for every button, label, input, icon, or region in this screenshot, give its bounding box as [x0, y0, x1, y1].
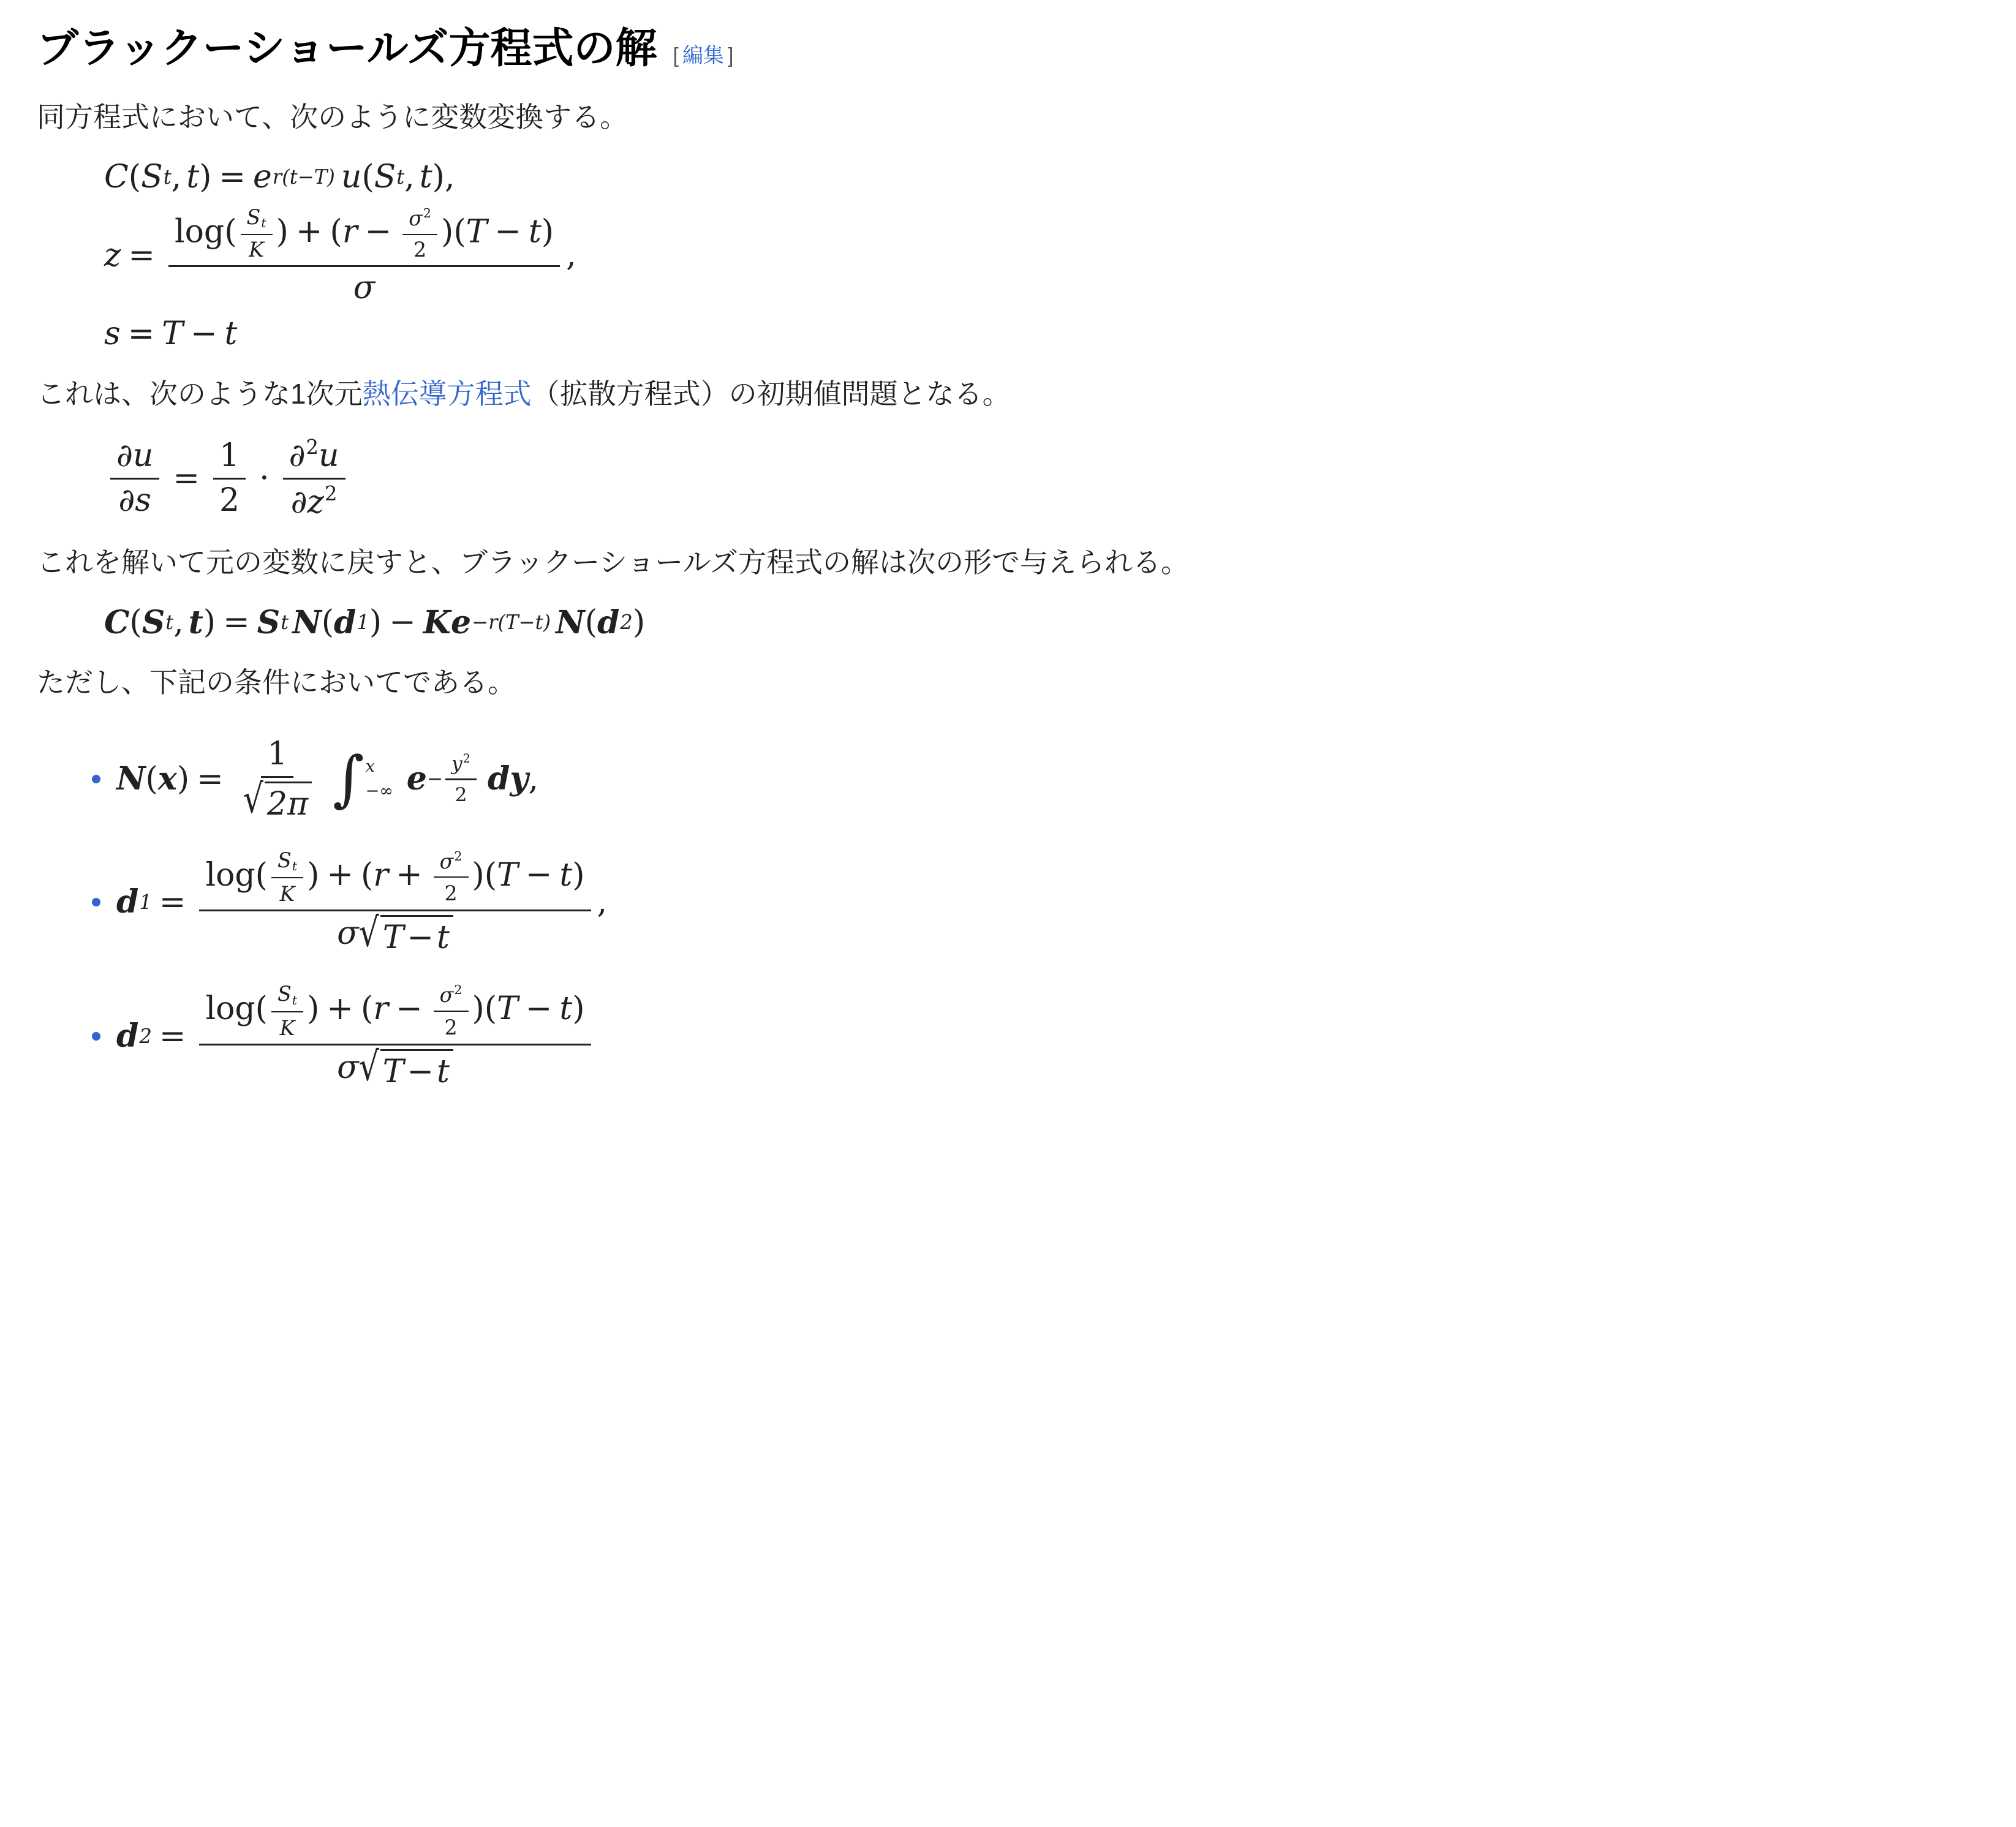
m-integral-limits: [364, 757, 393, 800]
m-d1-den-sigma: σ: [337, 915, 359, 952]
m-d1-r: r: [373, 856, 389, 894]
m-d2-fraction: [199, 982, 591, 1090]
m-s-equals: =: [127, 315, 155, 352]
m-integral-lower: −∞: [365, 781, 393, 800]
m-d1-open2: (: [360, 856, 374, 894]
math-N-definition: [116, 736, 1979, 823]
m-d2-close3: ): [572, 990, 585, 1028]
m-sol-t: t: [188, 604, 203, 642]
m-sol-d2-open: (: [584, 604, 597, 641]
m-d1-denominator: [331, 911, 459, 956]
m-partial: ∂: [289, 437, 306, 475]
list-item: [92, 848, 1979, 957]
m-N-e: e: [406, 760, 427, 798]
math-solution-block: [37, 605, 1979, 640]
m-d2-open2: (: [360, 990, 374, 1028]
integral-sign-icon: ∫: [333, 744, 364, 815]
m-dz-sup: 2: [324, 481, 338, 505]
m-half-den: 2: [219, 481, 240, 519]
m-close2: )(: [441, 213, 466, 251]
m-N-trailing-comma: ,: [528, 760, 539, 797]
m-C: C: [104, 159, 129, 196]
m-sqrt-radicand: 2π: [265, 782, 312, 823]
m-sol-d1-close: ): [369, 604, 382, 641]
m-SK-S-sub: t: [261, 216, 266, 231]
m-d1-radicand: [380, 915, 453, 956]
m-r: r: [342, 213, 358, 251]
m-N-exp-num: [445, 752, 477, 780]
m-sol-d2: d: [597, 604, 620, 642]
m-N-frac-num: 1: [261, 736, 293, 778]
m-sol-equals: =: [223, 604, 250, 641]
m-N-close: ): [176, 760, 190, 797]
m-z-fraction: [168, 206, 560, 306]
m-t: t: [186, 159, 200, 196]
m-s-t: t: [224, 315, 238, 352]
m-sol-d1-open: (: [321, 604, 334, 641]
m-S: S: [141, 159, 163, 196]
m-sigma-num: [402, 206, 437, 235]
m-u-comma: ,: [404, 159, 415, 196]
m-d2-S-sub: t: [292, 993, 298, 1008]
m-du-ds-fraction: [110, 439, 159, 518]
m-d2-sigma-num: [434, 982, 469, 1012]
m-u: u: [341, 159, 362, 196]
math-heat-equation-block: [37, 437, 1979, 519]
m-sol-d1: d: [334, 604, 357, 642]
m-d2-rad-T: T: [382, 1053, 404, 1091]
m-S-sub: t: [163, 165, 172, 189]
math-transform-line1: [104, 160, 1979, 195]
m-sol-S: S: [142, 604, 165, 642]
m-d2-t: t: [559, 990, 573, 1028]
m-d2-T: T: [497, 990, 518, 1028]
math-transform-line3: [104, 317, 1979, 352]
m-dz2: [285, 480, 344, 520]
m-N-frac-den: [237, 778, 318, 823]
m-sol-K: K: [423, 604, 451, 642]
m-z-numerator: [168, 206, 560, 267]
m-dot: ·: [259, 459, 270, 497]
radical-icon: √: [358, 1044, 379, 1090]
m-sol-C: C: [104, 604, 130, 642]
m-d1-lhs-sub: 1: [139, 890, 152, 914]
m-sol-open: (: [129, 604, 142, 641]
heat-eq-text-before: これは、次のような1次元: [37, 378, 363, 410]
m-d1-sigma-num: [434, 849, 469, 878]
conditions-paragraph: ただし、下記の条件においてである。: [37, 666, 516, 699]
solution-paragraph: これを解いて元の変数に戻すと、ブラックーショールズ方程式の解は次の形で与えられる。: [37, 546, 1189, 578]
m-sol-d2-sub: 2: [620, 610, 633, 634]
m-t2: t: [528, 213, 542, 251]
edit-section-link-group: [673, 39, 734, 69]
m-N-exponent: [427, 752, 479, 806]
m-N-exp-minus: −: [426, 767, 444, 790]
m-u-t: t: [419, 159, 432, 196]
m-d2-sign: −: [396, 990, 423, 1028]
heat-equation-link[interactable]: 熱伝導方程式: [362, 378, 532, 410]
m-s: s: [104, 315, 121, 352]
m-d2u: [283, 437, 345, 479]
m-e: e: [253, 159, 272, 196]
intro-paragraph: 同方程式において、次のように変数変換する。: [37, 101, 629, 134]
section-heading: [37, 24, 1979, 72]
m-line1-trailing-comma: ,: [444, 159, 455, 196]
m-z-denominator: σ: [353, 269, 376, 306]
m-SK-fraction: [241, 206, 273, 262]
m-sigma-sup: 2: [423, 206, 432, 221]
m-u-paren-open: (: [361, 159, 374, 196]
m-d2u-dz2-fraction: [283, 437, 345, 519]
m-d1-sigma-sup: 2: [454, 848, 462, 864]
m-sol-N1: N: [292, 604, 322, 642]
m-sol-N2: N: [556, 604, 585, 642]
m-d1-sigma-den: 2: [444, 881, 458, 906]
page-title: ブラックーショールズ方程式の解: [37, 25, 657, 72]
m-d2-minus2: −: [525, 990, 553, 1028]
m-N-equals: =: [197, 760, 224, 797]
m-u-S: S: [374, 159, 396, 196]
heat-eq-text-after: （拡散方程式）の初期値問題となる。: [531, 378, 1011, 410]
m-sol-S-sub: t: [165, 610, 174, 634]
m-paren-close: ): [199, 159, 212, 196]
list-item: [92, 736, 1979, 823]
m-sol-close: ): [203, 604, 216, 641]
m-d1-sigma-fraction: [434, 849, 469, 906]
m-ds: ∂s: [118, 481, 151, 519]
m-s-T: T: [162, 315, 183, 352]
m-d2-S: S: [277, 982, 292, 1006]
m-minus2: −: [494, 213, 521, 251]
m-SK-S: S: [246, 205, 261, 229]
m-d2-rad-t: t: [437, 1053, 450, 1091]
m-d1-numerator: [199, 848, 591, 912]
m-d2-radicand: [380, 1049, 453, 1090]
m-d1-sigma: σ: [439, 849, 454, 873]
m-sigma-den: 2: [413, 237, 427, 262]
m-comma: ,: [171, 159, 182, 196]
m-sqrt-2pi: [243, 776, 312, 823]
heat-equation-paragraph: [37, 372, 1979, 416]
m-sol-S2: S: [257, 604, 281, 642]
math-transform-line2: [104, 206, 1979, 306]
edit-close-bracket: ]: [727, 44, 734, 67]
m-sol-d1-sub: 1: [357, 610, 369, 634]
m-sol-e-exponent: −r(T−t): [472, 610, 551, 634]
m-d1-equals: =: [159, 883, 186, 921]
m-sol-d2-close: ): [632, 604, 646, 641]
math-d1-definition: [116, 848, 1979, 957]
m-d1-K: K: [279, 882, 295, 906]
m-open2: (: [330, 213, 342, 251]
m-d1-sign: +: [396, 856, 423, 894]
m-z-equals: =: [128, 237, 155, 274]
m-N-open: (: [145, 760, 158, 797]
m-d2-sigma-sup: 2: [454, 982, 462, 998]
m-d1-S-sub: t: [292, 859, 298, 874]
math-d2-definition: [116, 982, 1979, 1090]
m-N-fraction: [237, 736, 318, 823]
m-N-dy: dy: [487, 760, 529, 798]
m-integral-upper: x: [365, 757, 375, 777]
m-d1-rad-t: t: [437, 919, 450, 957]
m-d2-sigma-den: 2: [444, 1015, 458, 1040]
m-d1-S: S: [277, 848, 292, 872]
m-d2-close2: )(: [472, 990, 497, 1028]
m-T: T: [466, 213, 488, 251]
edit-open-bracket: [: [673, 44, 679, 67]
m-log-close: ): [276, 213, 289, 251]
m-N: N: [116, 760, 146, 798]
edit-section-link[interactable]: 編集: [682, 44, 724, 67]
m-sol-comma: ,: [173, 604, 184, 641]
m-line2-trailing-comma: ,: [566, 237, 576, 274]
m-half-fraction: [213, 439, 246, 518]
m-N-exp-fraction: [445, 752, 477, 806]
m-d2-rad-minus: −: [407, 1053, 434, 1091]
m-close3: ): [541, 213, 554, 251]
m-d1-minus2: −: [525, 856, 553, 894]
m-d1-close2: )(: [472, 856, 497, 894]
m-partial-sup: 2: [306, 435, 319, 459]
m-d2-plus: +: [327, 990, 353, 1028]
m-equals: =: [219, 159, 246, 196]
m-du: ∂u: [110, 439, 159, 479]
m-SK-num: [241, 206, 273, 235]
m-partial-var: u: [319, 437, 339, 475]
m-sigma-fraction: [402, 206, 437, 261]
m-d1-plus: +: [327, 856, 353, 894]
m-u-S-sub: t: [396, 165, 405, 189]
m-log: log(: [174, 213, 237, 251]
m-d2-sigma-fraction: [434, 982, 469, 1039]
m-N-exp-den: 2: [455, 784, 467, 807]
radical-icon: √: [358, 910, 379, 956]
m-paren-open: (: [128, 159, 142, 196]
list-item: [92, 982, 1979, 1090]
m-heat-equals: =: [173, 459, 200, 497]
m-d2-r: r: [373, 990, 389, 1028]
m-d1-lhs: d: [116, 883, 139, 921]
m-N-exp-y-sup: 2: [462, 752, 470, 766]
m-d2-denominator: [331, 1045, 459, 1090]
m-d1-t: t: [559, 856, 573, 894]
m-d1-SK-fraction: [271, 848, 303, 906]
m-d2-SK-fraction: [271, 982, 303, 1040]
m-s-minus: −: [190, 315, 217, 352]
m-sol-e: e: [450, 604, 472, 642]
m-d1-fraction: [199, 848, 591, 957]
m-d1-log-close: ): [307, 856, 320, 894]
m-integral: [333, 744, 393, 815]
m-z: z: [104, 237, 121, 274]
m-d2-den-sigma: σ: [337, 1049, 359, 1087]
m-u-paren-close: ): [432, 159, 445, 196]
m-d1-log: log(: [205, 856, 268, 894]
m-d1-sqrt: [358, 910, 453, 957]
m-d2-lhs: d: [116, 1017, 139, 1055]
m-d1-trailing-comma: ,: [597, 883, 608, 921]
m-d1-T: T: [497, 856, 518, 894]
conditions-list: [37, 736, 1979, 1091]
m-plus: +: [295, 213, 323, 251]
m-minus: −: [364, 213, 392, 251]
m-d1-rad-minus: −: [407, 919, 434, 957]
radical-icon: √: [243, 776, 263, 823]
m-d1-rad-T: T: [382, 919, 404, 957]
m-d2-log-close: ): [307, 990, 320, 1028]
m-N-x: x: [157, 760, 177, 798]
m-SK-den: K: [249, 238, 264, 262]
m-e-exponent: r(t−T): [272, 165, 335, 189]
math-transform-block: [37, 160, 1979, 352]
m-d1-close3: ): [572, 856, 585, 894]
m-d2-SK-num: [271, 982, 303, 1012]
m-sol-S2-sub: t: [281, 610, 289, 634]
m-d2-log: log(: [205, 990, 268, 1028]
m-sol-minus: −: [389, 604, 416, 641]
m-d1-SK-num: [271, 848, 303, 879]
m-d2-sqrt: [358, 1044, 453, 1091]
m-d2-lhs-sub: 2: [139, 1024, 152, 1048]
m-half-num: 1: [213, 439, 246, 479]
m-dz: ∂z: [290, 483, 324, 521]
m-d2-numerator: [199, 982, 591, 1045]
m-d2-sigma: σ: [439, 983, 454, 1008]
m-N-exp-y: y: [451, 753, 462, 775]
math-heat-equation: [104, 437, 1979, 519]
math-solution-formula: [104, 605, 1979, 640]
m-d2-K: K: [279, 1016, 295, 1041]
m-sigma: σ: [409, 206, 423, 230]
m-d2-equals: =: [159, 1017, 186, 1055]
